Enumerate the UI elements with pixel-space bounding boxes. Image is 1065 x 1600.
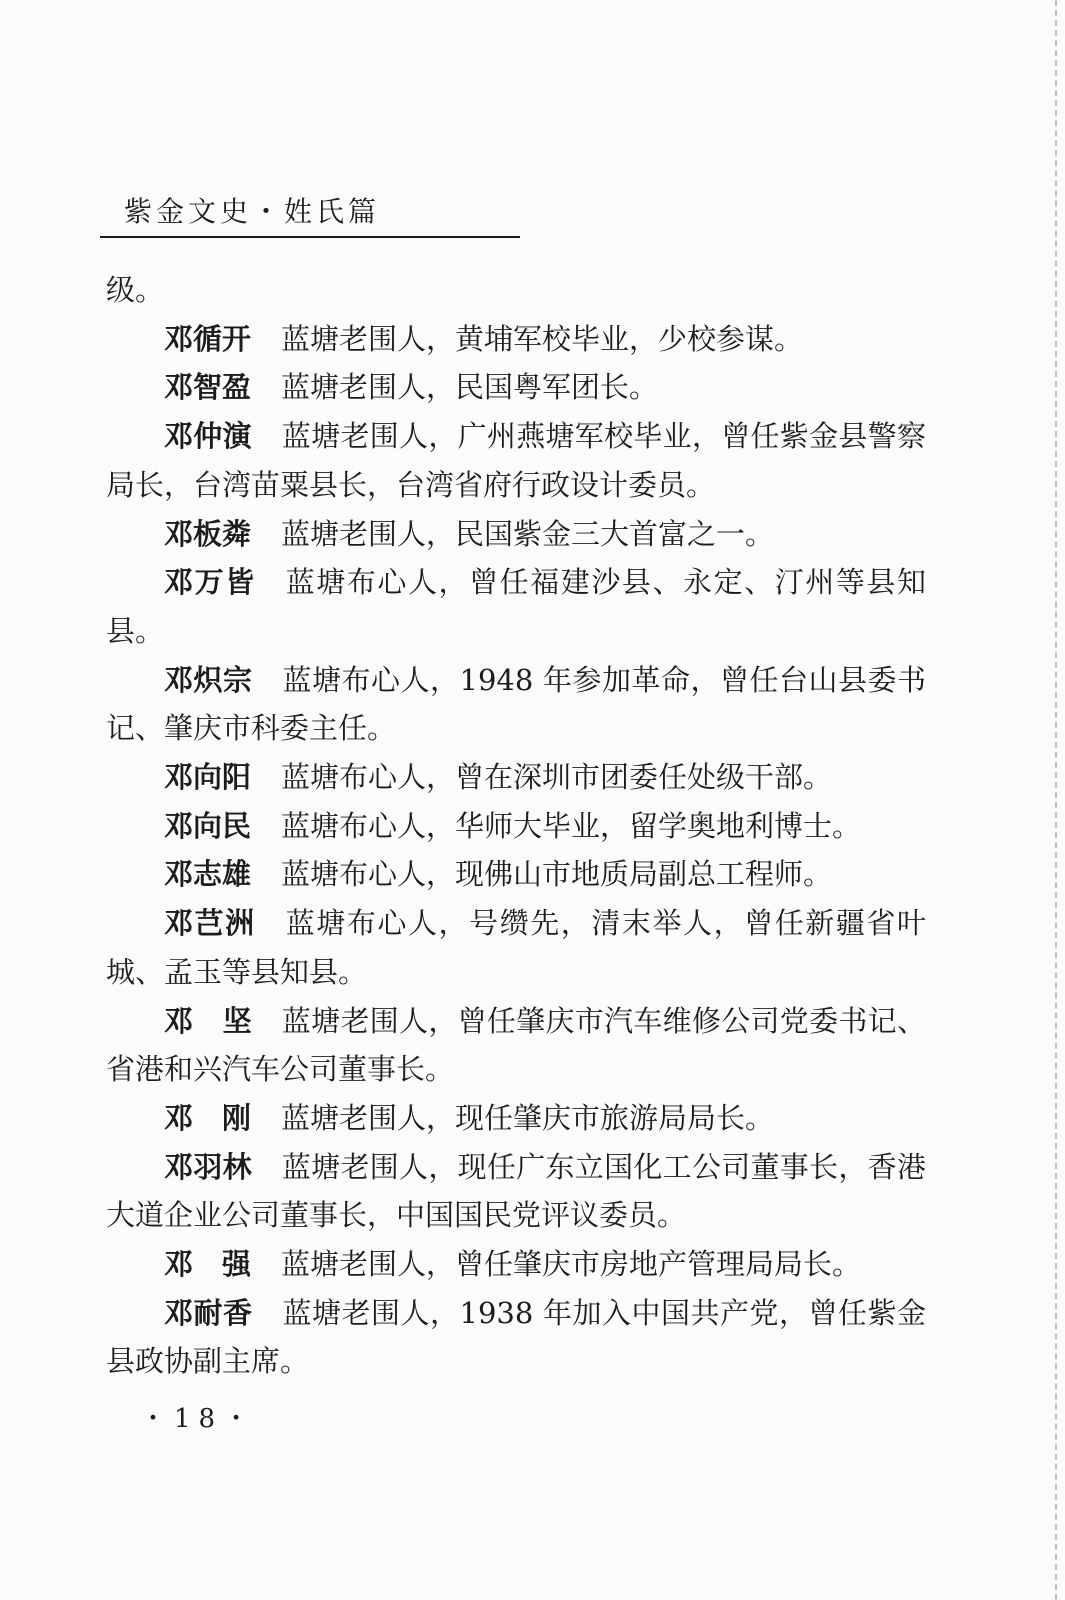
entry-name: 邓智盈 <box>164 370 252 405</box>
entry-text: 蓝塘老围人，曾任肇庆市汽车维修公司党委书记、省港和兴汽车公司董事长。 <box>106 1003 926 1087</box>
entry-text: 蓝塘布心人，华师大毕业，留学奥地利博士。 <box>281 808 862 843</box>
entry <box>106 1143 926 1240</box>
entry-text: 蓝塘老围人，现任广东立国化工公司董事长，香港大道企业公司董事长，中国国民党评议委员。 <box>106 1149 926 1233</box>
entry <box>106 899 926 996</box>
entry-name: 邓仲演 <box>164 419 252 454</box>
entry <box>106 656 926 753</box>
continuation-text: 级。 <box>106 273 165 307</box>
entry-text: 蓝塘老围人，黄埔军校毕业，少校参谋。 <box>281 321 804 356</box>
entry-name: 邓板粦 <box>164 516 252 551</box>
entry <box>106 510 926 559</box>
entry-name: 邓 坚 <box>164 1003 252 1038</box>
entry <box>106 850 926 899</box>
binding-edge <box>1053 0 1057 1600</box>
entry-name: 邓耐香 <box>164 1295 253 1330</box>
body-text <box>106 266 926 1386</box>
entry-text: 蓝塘布心人，曾在深圳市团委任处级干部。 <box>281 760 833 795</box>
entry-text: 蓝塘老围人，民国粤军团长。 <box>281 370 659 405</box>
entry <box>106 315 926 364</box>
entry-name: 邓羽林 <box>164 1149 252 1184</box>
entry <box>106 412 926 509</box>
entry-name: 邓 刚 <box>164 1100 252 1135</box>
entry <box>106 363 926 412</box>
entry-text: 蓝塘布心人，1948 年参加革命，曾任台山县委书记、肇庆市科委主任。 <box>106 662 926 746</box>
entry <box>106 558 926 655</box>
entry <box>106 997 926 1094</box>
entry <box>106 1289 926 1386</box>
entry-name: 邓向民 <box>164 808 252 843</box>
entry <box>106 753 926 802</box>
entry <box>106 1094 926 1143</box>
entry-text: 蓝塘布心人，号缵先，清末举人，曾任新疆省叶城、孟玉等县知县。 <box>106 906 926 989</box>
entry-text: 蓝塘老围人，民国紫金三大首富之一。 <box>281 516 775 551</box>
entry-name: 邓芑洲 <box>164 906 256 941</box>
entry-text: 蓝塘布心人，曾任福建沙县、永定、汀州等县知县。 <box>106 565 926 648</box>
entry-name: 邓循开 <box>164 321 252 356</box>
entry-text: 蓝塘老围人，广州燕塘军校毕业，曾任紫金县警察局长，台湾苗粟县长，台湾省府行政设计委员。 <box>106 419 926 502</box>
entry-name: 邓向阳 <box>164 760 252 795</box>
entry <box>106 802 926 851</box>
entry-text: 蓝塘老围人，现任肇庆市旅游局局长。 <box>281 1100 775 1135</box>
header-rule <box>100 236 520 238</box>
page-number: ・18・ <box>140 1404 258 1434</box>
entry <box>106 1240 926 1289</box>
entry-name: 邓炽宗 <box>164 662 253 697</box>
running-header: 紫金文史・姓氏篇 <box>124 195 381 228</box>
entry-name: 邓 强 <box>164 1247 252 1282</box>
entry-name: 邓志雄 <box>164 857 252 892</box>
entry-text: 蓝塘布心人，现佛山市地质局副总工程师。 <box>281 857 833 892</box>
entry-text: 蓝塘老围人，曾任肇庆市房地产管理局局长。 <box>281 1247 862 1282</box>
entry-name: 邓万皆 <box>164 565 256 600</box>
entry-text: 蓝塘老围人，1938 年加入中国共产党，曾任紫金县政协副主席。 <box>106 1295 926 1379</box>
